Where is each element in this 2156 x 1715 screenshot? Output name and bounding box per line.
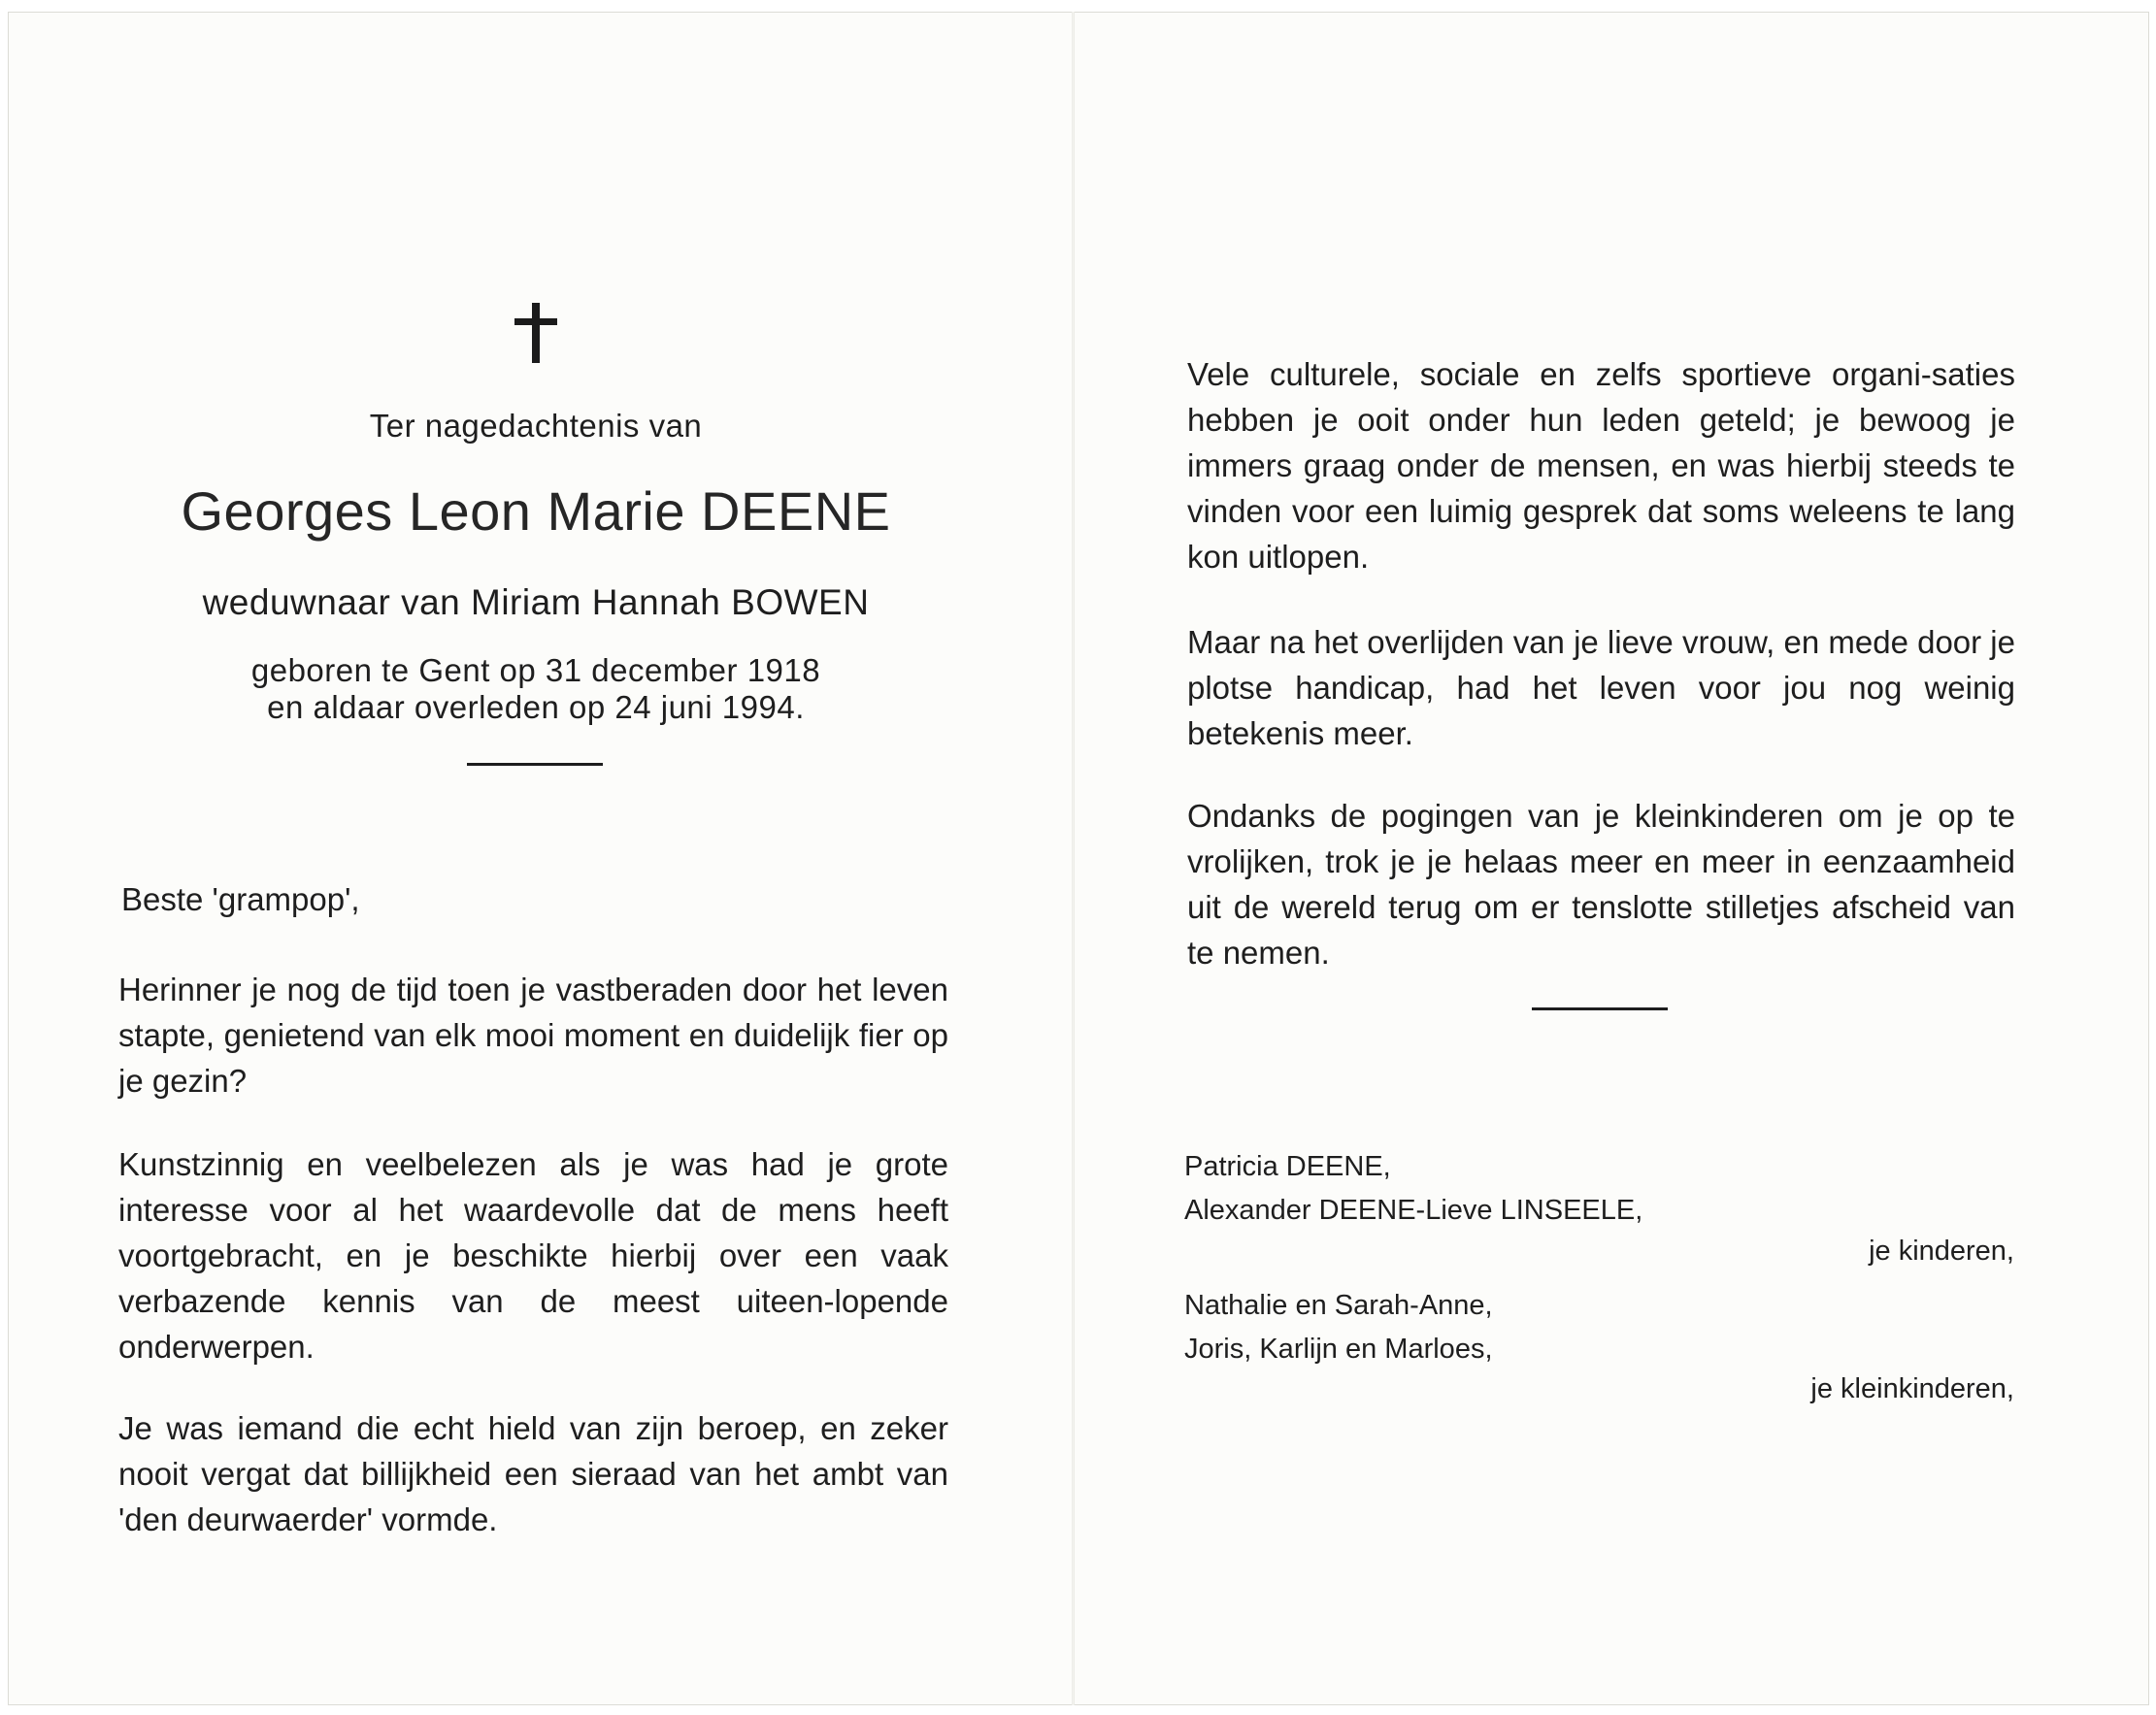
card-fold — [1072, 12, 1075, 1705]
paragraph: Je was iemand die echt hield van zijn beroep, en zeker nooit vergat dat billijkheid een sieraad van het ambt van 'den deurwaerder' vormde. — [118, 1410, 948, 1537]
child-name: Alexander DEENE-Lieve LINSEELE, — [1184, 1195, 1643, 1226]
grandchild-names: Nathalie en Sarah-Anne, — [1184, 1290, 1493, 1321]
children-list — [1184, 1145, 1642, 1233]
greeting: Beste 'grampop', — [121, 881, 360, 917]
birth-line: geboren te Gent op 31 december 1918 — [250, 652, 821, 688]
death-line: en aldaar overleden op 24 juni 1994. — [267, 689, 805, 725]
divider — [1532, 1007, 1668, 1010]
children-role: je kinderen, — [1869, 1236, 2014, 1267]
cross-icon — [514, 303, 557, 363]
grandchildren-role: je kleinkinderen, — [1810, 1373, 2014, 1404]
life-dates — [0, 652, 1072, 726]
paragraph: Vele culturele, sociale en zelfs sportieve organi-saties hebben je ooit onder hun leden geteld; je bewoog je immers graag onder de mensen, en was hierbij steeds te vinden voor een luimig gesprek dat soms weleens te lang kon uitlopen. — [1187, 356, 2015, 575]
child-name: Patricia DEENE, — [1184, 1151, 1391, 1182]
divider — [467, 763, 603, 766]
paragraph: Ondanks de pogingen van je kleinkinderen om je op te vrolijken, trok je je helaas meer en meer in eenzaamheid uit de wereld terug om er tenslotte stilletjes afscheid van te nemen. — [1187, 798, 2015, 971]
grandchild-names: Joris, Karlijn en Marloes, — [1184, 1334, 1493, 1365]
paragraph: Herinner je nog de tijd toen je vastberaden door het leven stapte, genietend van elk mooi moment en duidelijk fier op je gezin? — [118, 972, 948, 1099]
deceased-name: Georges Leon Marie DEENE — [181, 480, 891, 542]
paragraph: Kunstzinnig en veelbelezen als je was had je grote interesse voor al het waardevolle dat de mens heeft voortgebracht, en je beschikte hierbij over een vaak verbazende kennis van de meest uiteen-lopende onderwerpen. — [118, 1146, 948, 1365]
grandchildren-list — [1184, 1284, 1493, 1371]
paragraph: Maar na het overlijden van je lieve vrouw, en mede door je plotse handicap, had het leven voor jou nog weinig betekenis meer. — [1187, 624, 2015, 751]
memorial-intro: Ter nagedachtenis van — [369, 408, 703, 444]
left-page — [0, 0, 1072, 1715]
widower-line: weduwnaar van Miriam Hannah BOWEN — [202, 582, 870, 622]
